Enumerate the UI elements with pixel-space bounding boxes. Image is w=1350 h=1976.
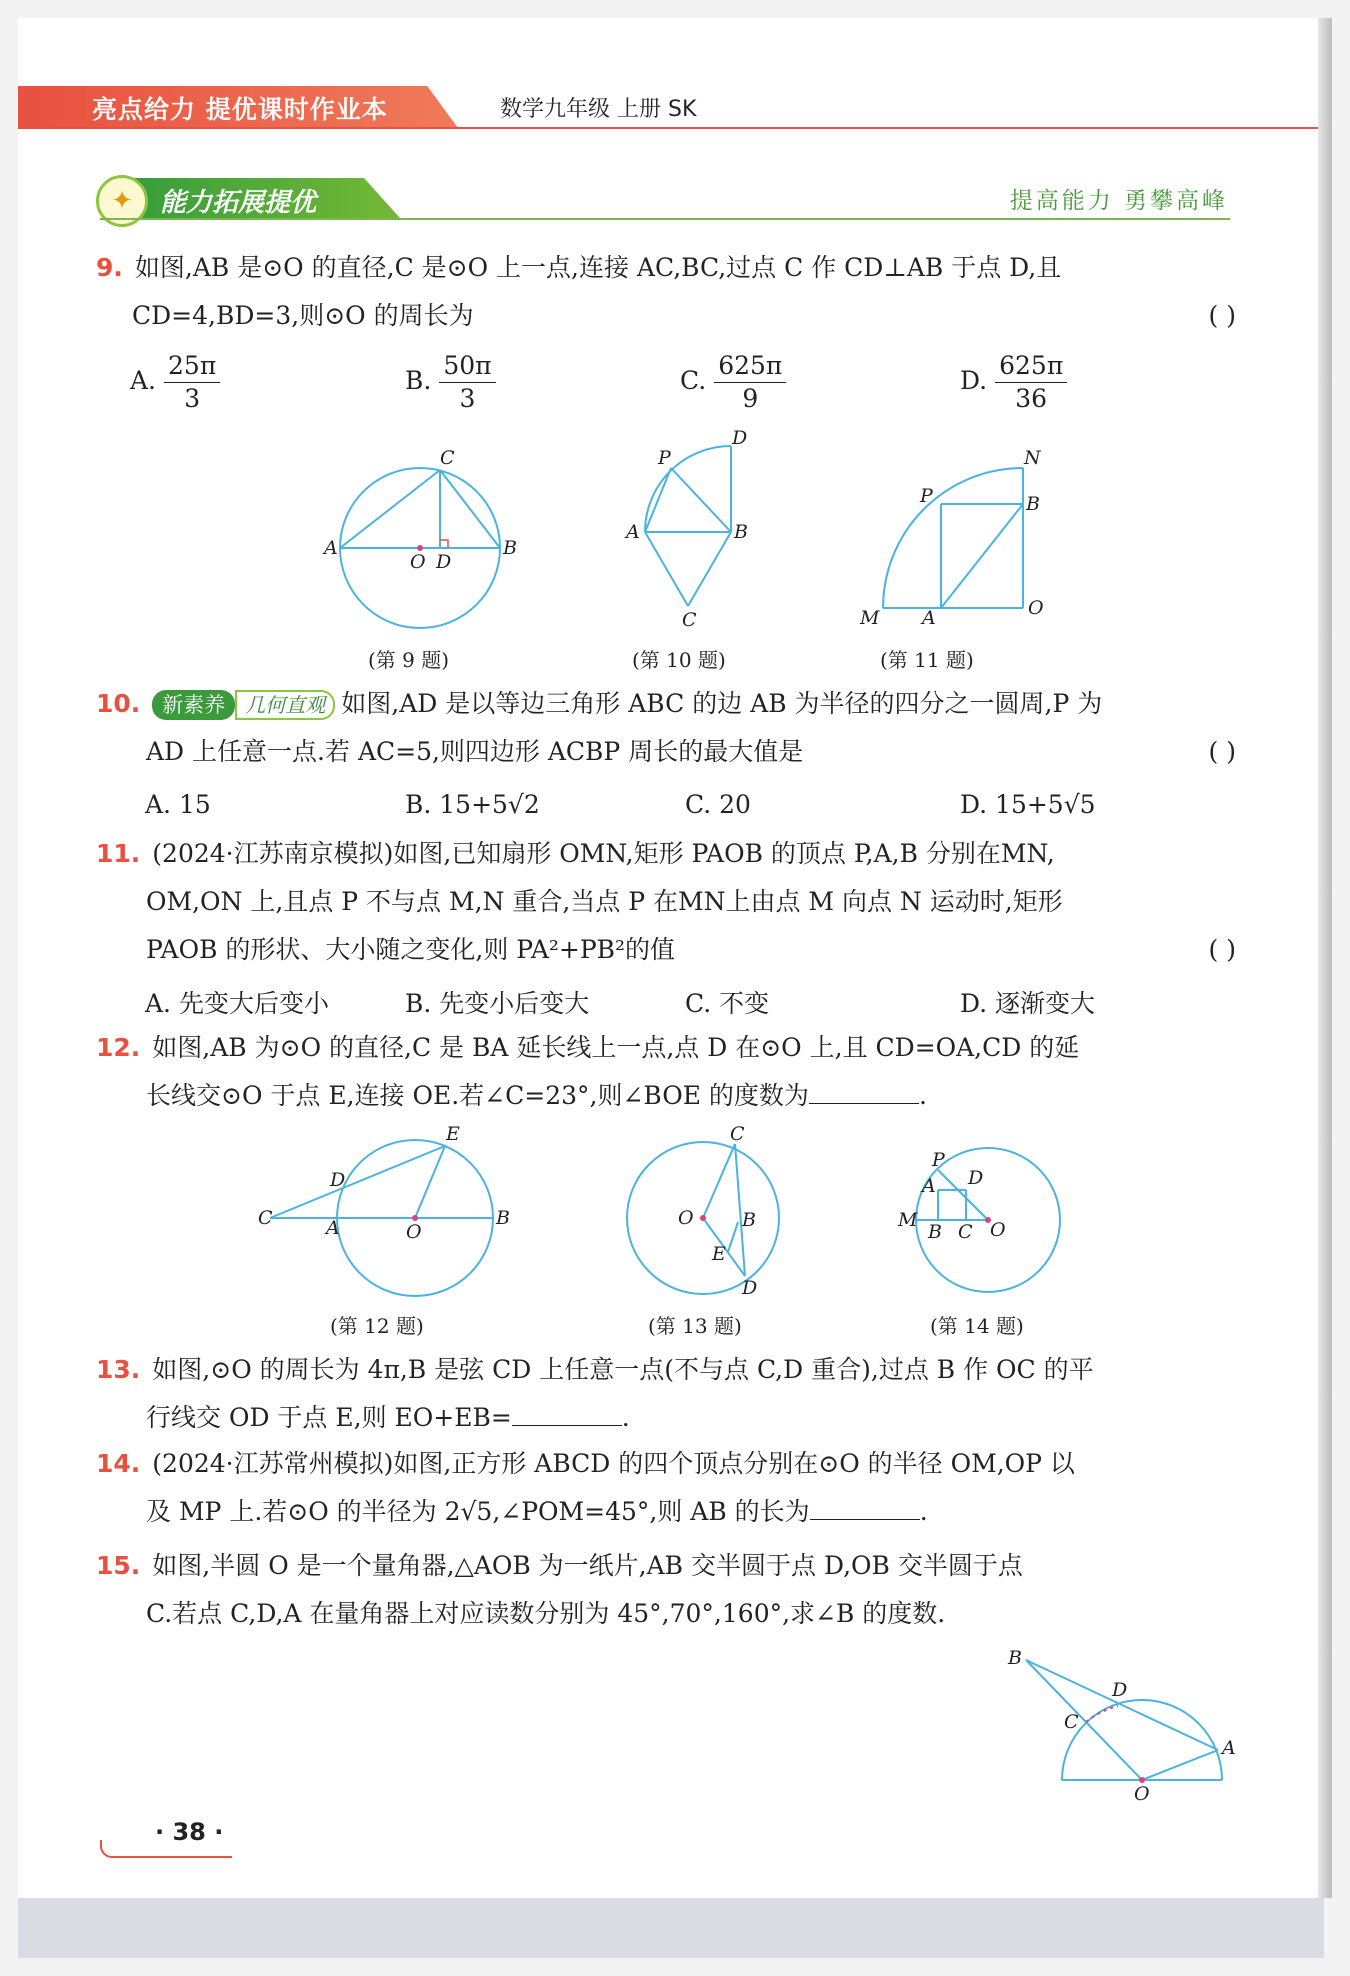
figure-12 [270, 1140, 493, 1296]
q9-line2: CD=4,BD=3,则⊙O 的周长为 [132, 301, 474, 330]
svg-text:M: M [860, 607, 880, 629]
answer-blank[interactable] [809, 1077, 919, 1104]
question-15: 15. 如图,半圆 O 是一个量角器,△AOB 为一纸片,AB 交半圆于点 D,OB 交半圆于点 C.若点 C,D,A 在量角器上对应读数分别为 45°,70°,160°,求∠B 的度数. [96, 1551, 1023, 1628]
lightbulb-icon: ✦ [96, 175, 148, 227]
svg-text:B: B [496, 1207, 510, 1229]
section-title: 能力拓展提优 [160, 188, 317, 218]
svg-text:B: B [742, 1209, 756, 1231]
question-14: 14. (2024·江苏常州模拟)如图,正方形 ABCD 的四个顶点分别在⊙O 的半径 OM,OP 以 及 MP 上.若⊙O 的半径为 2√5,∠POM=45°,则 AB 的长为 . [96, 1449, 1075, 1526]
header-rule [18, 127, 1318, 129]
figure-10 [645, 446, 731, 606]
svg-text:D: D [1112, 1679, 1128, 1701]
svg-text:P: P [658, 447, 671, 469]
svg-text:A: A [922, 607, 936, 629]
page-number: · 38 · [155, 1818, 224, 1846]
svg-text:B: B [928, 1221, 942, 1243]
q11-line1: (2024·江苏南京模拟)如图,已知扇形 OMN,矩形 PAOB 的顶点 P,A,B 分别在MN, [152, 839, 1055, 868]
answer-blank[interactable] [810, 1493, 920, 1520]
section-rule [100, 218, 1230, 220]
figure-15 [1000, 1640, 1260, 1805]
q14-line1: (2024·江苏常州模拟)如图,正方形 ABCD 的四个顶点分别在⊙O 的半径 OM,OP 以 [152, 1449, 1075, 1478]
option-a: A. $\frac{25\pi}{3}$ [130, 350, 220, 415]
svg-text:C: C [958, 1221, 973, 1243]
svg-text:D: D [436, 551, 452, 573]
page-edge [1318, 18, 1332, 1898]
svg-text:A: A [326, 1217, 340, 1239]
q10-line2: AD 上任意一点.若 AC=5,则四边形 ACBP 周长的最大值是 [146, 737, 804, 766]
q11-line3: PAOB 的形状、大小随之变化,则 PA²+PB²的值 [146, 935, 676, 964]
svg-text:N: N [1024, 447, 1041, 469]
svg-text:D: D [330, 1169, 346, 1191]
q15-line1: 如图,半圆 O 是一个量角器,△AOB 为一纸片,AB 交半圆于点 D,OB 交半圆于点 [152, 1551, 1023, 1580]
q13-line1: 如图,⊙O 的周长为 4π,B 是弦 CD 上任意一点(不与点 C,D 重合),过点 B 作 OC 的平 [152, 1355, 1094, 1384]
q12-line1: 如图,AB 为⊙O 的直径,C 是 BA 延长线上一点,点 D 在⊙O 上,且 CD=OA,CD 的延 [152, 1033, 1080, 1062]
q15-line2: C.若点 C,D,A 在量角器上对应读数分别为 45°,70°,160°,求∠B 的度数. [146, 1599, 946, 1628]
option-b: B. 先变小后变大 [405, 989, 590, 1018]
svg-text:C: C [1064, 1711, 1079, 1733]
svg-text:B: B [1008, 1647, 1022, 1669]
figures-row-1 [300, 427, 1080, 640]
option-d: D. 逐渐变大 [960, 989, 1096, 1018]
svg-text:O: O [406, 1221, 422, 1243]
svg-text:P: P [932, 1149, 945, 1171]
subject-label: 数学九年级 上册 SK [500, 97, 697, 122]
caption-fig-13: (第 13 题) [648, 1314, 742, 1338]
answer-bracket: ( ) [1208, 737, 1236, 766]
question-11: 11. (2024·江苏南京模拟)如图,已知扇形 OMN,矩形 PAOB 的顶点 P,A,B 分别在MN, OM,ON 上,且点 P 不与点 M,N 重合,当点 P 在MN上由点 M 向点 N 运动时,矩形 PAOB 的形状、大小随之变化,则 PA²+PB²的值 ( ) [96, 830, 1236, 974]
svg-text:C: C [730, 1123, 745, 1145]
svg-text:A: A [626, 521, 640, 543]
geometric-intuition-tag: 几何直观 [235, 690, 335, 720]
svg-text:D: D [968, 1167, 984, 1189]
svg-text:O: O [990, 1219, 1006, 1241]
caption-fig-10: (第 10 题) [632, 648, 726, 672]
svg-text:E: E [712, 1243, 726, 1265]
svg-text:O: O [1134, 1783, 1150, 1805]
caption-fig-11: (第 11 题) [880, 648, 974, 672]
figures-row-2 [250, 1123, 1110, 1306]
series-title: 亮点给力 提优课时作业本 [92, 95, 388, 124]
answer-bracket: ( ) [1208, 301, 1236, 330]
question-10: 10. 新素养 几何直观 如图,AD 是以等边三角形 ABC 的边 AB 为半径的四分之一圆周,P 为 AD 上任意一点.若 AC=5,则四边形 ACBP 周长的最大值是 ( ) [96, 680, 1236, 776]
svg-text:O: O [410, 551, 426, 573]
option-d: D. 15+5√5 [960, 790, 1096, 819]
svg-text:A: A [1222, 1737, 1236, 1759]
answer-bracket: ( ) [1208, 935, 1236, 964]
caption-fig-14: (第 14 题) [930, 1314, 1024, 1338]
q14-line2: 及 MP 上.若⊙O 的半径为 2√5,∠POM=45°,则 AB 的长为 [146, 1497, 810, 1526]
q13-line2: 行线交 OD 于点 E,则 EO+EB= [146, 1403, 512, 1432]
svg-text:B: B [503, 537, 517, 559]
scan-background [18, 1898, 1324, 1958]
section-slogan: 提高能力 勇攀高峰 [1009, 188, 1228, 214]
svg-text:B: B [734, 521, 748, 543]
answer-blank[interactable] [512, 1399, 622, 1426]
option-c: C. $\frac{625\pi}{9}$ [680, 350, 786, 415]
svg-text:D: D [742, 1277, 758, 1299]
svg-text:B: B [1026, 493, 1040, 515]
option-b: B. 15+5√2 [405, 790, 540, 819]
q11-line2: OM,ON 上,且点 P 不与点 M,N 重合,当点 P 在MN上由点 M 向点 N 运动时,矩形 [146, 887, 1063, 916]
question-13: 13. 如图,⊙O 的周长为 4π,B 是弦 CD 上任意一点(不与点 C,D 重合),过点 B 作 OC 的平 行线交 OD 于点 E,则 EO+EB= . [96, 1355, 1094, 1432]
svg-text:O: O [1028, 597, 1044, 619]
svg-text:M: M [898, 1209, 918, 1231]
svg-text:D: D [732, 427, 748, 449]
option-d: D. $\frac{625\pi}{36}$ [960, 350, 1067, 415]
svg-text:P: P [920, 485, 933, 507]
svg-text:A: A [922, 1175, 936, 1197]
q10-line1: 如图,AD 是以等边三角形 ABC 的边 AB 为半径的四分之一圆周,P 为 [341, 689, 1103, 718]
caption-fig-9: (第 9 题) [368, 648, 450, 672]
option-a: A. 先变大后变小 [145, 989, 329, 1018]
figure-11 [883, 468, 1023, 608]
q12-line2: 长线交⊙O 于点 E,连接 OE.若∠C=23°,则∠BOE 的度数为 [146, 1081, 809, 1110]
option-a: A. 15 [145, 790, 211, 819]
svg-text:E: E [446, 1123, 460, 1145]
svg-text:O: O [678, 1207, 694, 1229]
q9-line1: 如图,AB 是⊙O 的直径,C 是⊙O 上一点,连接 AC,BC,过点 C 作 CD⊥AB 于点 D,且 [134, 253, 1062, 282]
caption-fig-12: (第 12 题) [330, 1314, 424, 1338]
question-12: 12. 如图,AB 为⊙O 的直径,C 是 BA 延长线上一点,点 D 在⊙O 上,且 CD=OA,CD 的延 长线交⊙O 于点 E,连接 OE.若∠C=23°,则∠BOE 的度数为 . [96, 1033, 1080, 1110]
option-b: B. $\frac{50\pi}{3}$ [405, 350, 496, 415]
question-9: 9. 如图,AB 是⊙O 的直径,C 是⊙O 上一点,连接 AC,BC,过点 C 作 CD⊥AB 于点 D,且 CD=4,BD=3,则⊙O 的周长为 ( ) [96, 244, 1236, 340]
svg-text:C: C [682, 609, 697, 631]
new-literacy-tag: 新素养 [152, 690, 235, 720]
svg-text:C: C [258, 1207, 273, 1229]
svg-text:A: A [324, 537, 338, 559]
option-c: C. 20 [685, 790, 751, 819]
option-c: C. 不变 [685, 989, 770, 1018]
svg-text:C: C [440, 447, 455, 469]
